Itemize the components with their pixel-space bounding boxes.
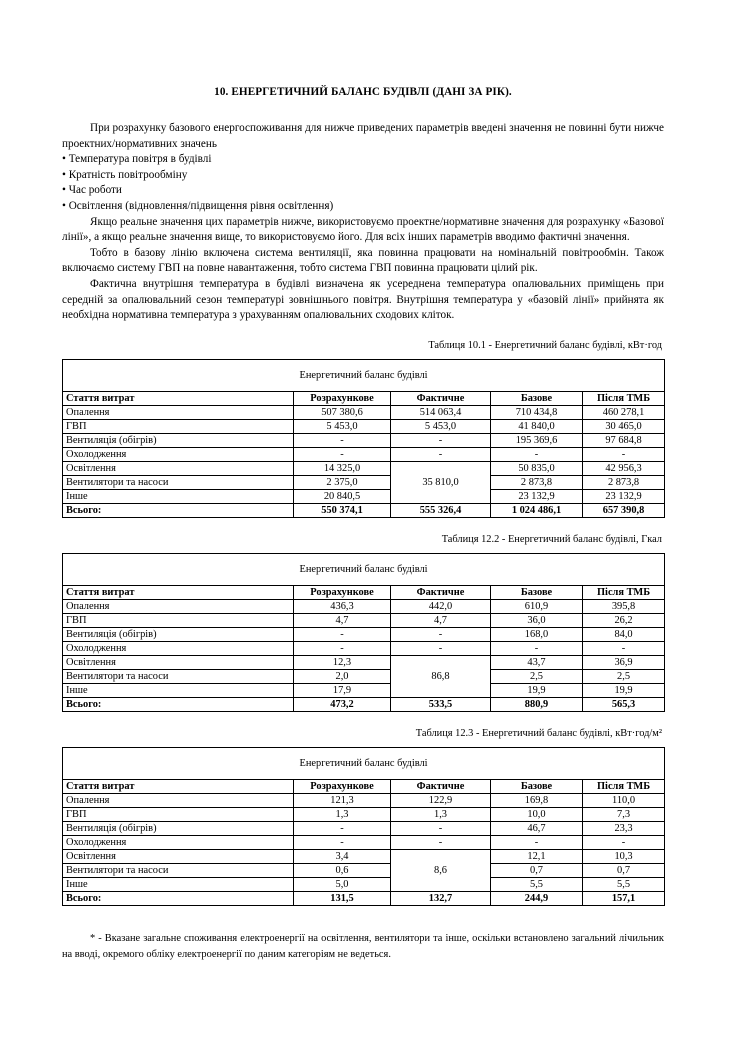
spacer bbox=[62, 324, 664, 340]
row-label: ГВП bbox=[63, 419, 294, 433]
cell-baseline: 195 369,6 bbox=[491, 433, 583, 447]
cell-actual-merged: 8,6 bbox=[391, 849, 491, 891]
table-row bbox=[63, 419, 665, 433]
column-header-item: Стаття витрат bbox=[63, 779, 294, 793]
row-label: ГВП bbox=[63, 613, 294, 627]
total-baseline: 1 024 486,1 bbox=[491, 503, 583, 517]
column-header-actual: Фактичне bbox=[391, 585, 491, 599]
column-header-baseline: Базове bbox=[491, 585, 583, 599]
column-header-after-tmb: Після ТМБ bbox=[583, 779, 665, 793]
column-header-calculated: Розрахункове bbox=[294, 391, 391, 405]
cell-after-tmb: 0,7 bbox=[583, 863, 665, 877]
table-row bbox=[63, 835, 665, 849]
cell-after-tmb: 460 278,1 bbox=[583, 405, 665, 419]
bullet-item-operating-time: • Час роботи bbox=[62, 184, 122, 197]
row-label: Інше bbox=[63, 489, 294, 503]
cell-after-tmb: 26,2 bbox=[583, 613, 665, 627]
spacer bbox=[62, 712, 664, 728]
cell-baseline: 0,7 bbox=[491, 863, 583, 877]
cell-after-tmb: 84,0 bbox=[583, 627, 665, 641]
column-header-calculated: Розрахункове bbox=[294, 585, 391, 599]
cell-actual: 514 063,4 bbox=[391, 405, 491, 419]
cell-calculated: - bbox=[294, 627, 391, 641]
column-header-calculated: Розрахункове bbox=[294, 779, 391, 793]
cell-after-tmb: 2 873,8 bbox=[583, 475, 665, 489]
total-calculated: 550 374,1 bbox=[294, 503, 391, 517]
cell-actual: 1,3 bbox=[391, 807, 491, 821]
table-row bbox=[63, 669, 665, 683]
cell-calculated: - bbox=[294, 835, 391, 849]
row-label: ГВП bbox=[63, 807, 294, 821]
column-header-item: Стаття витрат bbox=[63, 585, 294, 599]
cell-calculated: 3,4 bbox=[294, 849, 391, 863]
energy-balance-table-kwh bbox=[62, 359, 665, 518]
cell-after-tmb: 5,5 bbox=[583, 877, 665, 891]
cell-after-tmb: - bbox=[583, 641, 665, 655]
table-total-row bbox=[63, 891, 665, 905]
cell-actual: - bbox=[391, 447, 491, 461]
cell-baseline: 19,9 bbox=[491, 683, 583, 697]
table-banner-row bbox=[63, 359, 665, 391]
row-label: Освітлення bbox=[63, 461, 294, 475]
column-header-after-tmb: Після ТМБ bbox=[583, 585, 665, 599]
cell-after-tmb: 7,3 bbox=[583, 807, 665, 821]
table-row bbox=[63, 849, 665, 863]
row-label: Вентилятори та насоси bbox=[63, 669, 294, 683]
cell-calculated: 2 375,0 bbox=[294, 475, 391, 489]
total-actual: 533,5 bbox=[391, 697, 491, 711]
table-total-row bbox=[63, 503, 665, 517]
table-row bbox=[63, 683, 665, 697]
footnote-text: * - Вказане загальне споживання електроенергії на освітлення, вентилятори та інше, оскільки встановлено загальний лічильник на вводі, окремого обліку електроенергії по даним категоріям не ведеться. bbox=[62, 932, 664, 960]
cell-baseline: 710 434,8 bbox=[491, 405, 583, 419]
table-row bbox=[63, 821, 665, 835]
bullet-item-lighting: • Освітлення (відновлення/підвищення рівня освітлення) bbox=[62, 199, 334, 212]
table-row bbox=[63, 489, 665, 503]
cell-actual: - bbox=[391, 433, 491, 447]
spacer bbox=[62, 545, 664, 553]
total-calculated: 473,2 bbox=[294, 697, 391, 711]
table-banner: Енергетичний баланс будівлі bbox=[63, 747, 665, 779]
cell-baseline: 169,8 bbox=[491, 793, 583, 807]
cell-after-tmb: 10,3 bbox=[583, 849, 665, 863]
cell-after-tmb: 19,9 bbox=[583, 683, 665, 697]
table-caption-12-2: Таблиця 12.2 - Енергетичний баланс будівлі, Гкал bbox=[441, 533, 662, 545]
cell-after-tmb: 97 684,8 bbox=[583, 433, 665, 447]
table-row bbox=[63, 613, 665, 627]
table-row bbox=[63, 475, 665, 489]
cell-actual: - bbox=[391, 835, 491, 849]
table-total-row bbox=[63, 697, 665, 711]
row-label: Інше bbox=[63, 877, 294, 891]
cell-calculated: - bbox=[294, 821, 391, 835]
cell-baseline: 36,0 bbox=[491, 613, 583, 627]
bullet-item-air-exchange-rate: • Кратність повітрообміну bbox=[62, 168, 188, 181]
cell-calculated: - bbox=[294, 641, 391, 655]
column-header-actual: Фактичне bbox=[391, 391, 491, 405]
table-row bbox=[63, 433, 665, 447]
table-row bbox=[63, 447, 665, 461]
table-banner: Енергетичний баланс будівлі bbox=[63, 359, 665, 391]
cell-calculated: 436,3 bbox=[294, 599, 391, 613]
cell-calculated: 0,6 bbox=[294, 863, 391, 877]
total-after-tmb: 657 390,8 bbox=[583, 503, 665, 517]
table-caption-12-3: Таблиця 12.3 - Енергетичний баланс будівлі, кВт·год/м² bbox=[415, 727, 662, 739]
page-title: 10. ЕНЕРГЕТИЧНИЙ БАЛАНС БУДІВЛІ (ДАНІ ЗА РІК). bbox=[214, 86, 512, 98]
table-row bbox=[63, 863, 665, 877]
table-caption-10-1: Таблиця 10.1 - Енергетичний баланс будівлі, кВт·год bbox=[428, 339, 662, 351]
row-label: Вентилятори та насоси bbox=[63, 475, 294, 489]
cell-baseline: 12,1 bbox=[491, 849, 583, 863]
spacer bbox=[62, 739, 664, 747]
total-calculated: 131,5 bbox=[294, 891, 391, 905]
cell-baseline: 610,9 bbox=[491, 599, 583, 613]
cell-calculated: - bbox=[294, 433, 391, 447]
row-label: Опалення bbox=[63, 793, 294, 807]
total-baseline: 880,9 bbox=[491, 697, 583, 711]
table-row bbox=[63, 461, 665, 475]
total-label: Всього: bbox=[63, 891, 294, 905]
row-label: Вентиляція (обігрів) bbox=[63, 433, 294, 447]
cell-calculated: 507 380,6 bbox=[294, 405, 391, 419]
cell-calculated: 14 325,0 bbox=[294, 461, 391, 475]
cell-baseline: 5,5 bbox=[491, 877, 583, 891]
table-row bbox=[63, 807, 665, 821]
row-label: Вентиляція (обігрів) bbox=[63, 821, 294, 835]
row-label: Вентилятори та насоси bbox=[63, 863, 294, 877]
cell-baseline: 2,5 bbox=[491, 669, 583, 683]
table-row bbox=[63, 793, 665, 807]
cell-baseline: 50 835,0 bbox=[491, 461, 583, 475]
cell-actual: - bbox=[391, 641, 491, 655]
cell-actual: - bbox=[391, 627, 491, 641]
cell-actual: - bbox=[391, 821, 491, 835]
cell-calculated: - bbox=[294, 447, 391, 461]
footnote-block bbox=[62, 931, 664, 963]
column-header-after-tmb: Після ТМБ bbox=[583, 391, 665, 405]
table-header-row bbox=[63, 391, 665, 405]
row-label: Освітлення bbox=[63, 655, 294, 669]
table-banner-row bbox=[63, 747, 665, 779]
column-header-item: Стаття витрат bbox=[63, 391, 294, 405]
cell-baseline: 46,7 bbox=[491, 821, 583, 835]
total-baseline: 244,9 bbox=[491, 891, 583, 905]
cell-after-tmb: - bbox=[583, 447, 665, 461]
paragraph-baseline-rules: Якщо реальне значення цих параметрів нижче, використовуємо проектне/нормативне значення для розрахунку «Базової лінії», а якщо реальне значення вище, то використовуємо його. Для всіх інших параметрів вводимо фактичні значення. bbox=[62, 215, 664, 244]
cell-after-tmb: 2,5 bbox=[583, 669, 665, 683]
cell-baseline: - bbox=[491, 447, 583, 461]
total-actual: 132,7 bbox=[391, 891, 491, 905]
total-after-tmb: 157,1 bbox=[583, 891, 665, 905]
paragraph-indoor-temperature: Фактична внутрішня температура в будівлі визначена як усереднена температура опалювальних приміщень при середній за опалювальний сезон температурі зовнішнього повітря. Внутрішня температура у «базовій лінії» прийнята як необхідна нормативна температура з урахуванням опалювальних сходових кліток. bbox=[62, 277, 664, 322]
table-row bbox=[63, 655, 665, 669]
cell-calculated: 5,0 bbox=[294, 877, 391, 891]
cell-calculated: 2,0 bbox=[294, 669, 391, 683]
table-banner: Енергетичний баланс будівлі bbox=[63, 553, 665, 585]
column-header-baseline: Базове bbox=[491, 779, 583, 793]
cell-calculated: 17,9 bbox=[294, 683, 391, 697]
table-row bbox=[63, 627, 665, 641]
row-label: Освітлення bbox=[63, 849, 294, 863]
intro-paragraph: При розрахунку базового енергоспоживання для нижче приведених параметрів введені значення не повинні бути нижче проектних/нормативних значень bbox=[62, 122, 664, 150]
total-after-tmb: 565,3 bbox=[583, 697, 665, 711]
cell-actual-merged: 86,8 bbox=[391, 655, 491, 697]
table-header-row bbox=[63, 585, 665, 599]
row-label: Інше bbox=[63, 683, 294, 697]
row-label: Вентиляція (обігрів) bbox=[63, 627, 294, 641]
cell-baseline: - bbox=[491, 835, 583, 849]
cell-baseline: 43,7 bbox=[491, 655, 583, 669]
cell-calculated: 20 840,5 bbox=[294, 489, 391, 503]
cell-baseline: 2 873,8 bbox=[491, 475, 583, 489]
cell-after-tmb: 23,3 bbox=[583, 821, 665, 835]
column-header-actual: Фактичне bbox=[391, 779, 491, 793]
cell-after-tmb: - bbox=[583, 835, 665, 849]
column-header-baseline: Базове bbox=[491, 391, 583, 405]
bullet-item-air-temperature: • Температура повітря в будівлі bbox=[62, 153, 212, 166]
energy-balance-table-kwh-per-m2 bbox=[62, 747, 665, 906]
cell-after-tmb: 23 132,9 bbox=[583, 489, 665, 503]
document-content bbox=[62, 0, 664, 963]
cell-baseline: - bbox=[491, 641, 583, 655]
cell-baseline: 23 132,9 bbox=[491, 489, 583, 503]
cell-after-tmb: 110,0 bbox=[583, 793, 665, 807]
row-label: Охолодження bbox=[63, 835, 294, 849]
cell-baseline: 10,0 bbox=[491, 807, 583, 821]
table-header-row bbox=[63, 779, 665, 793]
table-row bbox=[63, 599, 665, 613]
cell-calculated: 12,3 bbox=[294, 655, 391, 669]
energy-balance-table-gcal bbox=[62, 553, 665, 712]
cell-after-tmb: 30 465,0 bbox=[583, 419, 665, 433]
total-label: Всього: bbox=[63, 503, 294, 517]
cell-calculated: 5 453,0 bbox=[294, 419, 391, 433]
cell-after-tmb: 36,9 bbox=[583, 655, 665, 669]
spacer bbox=[62, 518, 664, 534]
cell-after-tmb: 395,8 bbox=[583, 599, 665, 613]
cell-actual: 4,7 bbox=[391, 613, 491, 627]
row-label: Опалення bbox=[63, 599, 294, 613]
cell-actual: 442,0 bbox=[391, 599, 491, 613]
cell-baseline: 168,0 bbox=[491, 627, 583, 641]
total-label: Всього: bbox=[63, 697, 294, 711]
table-row bbox=[63, 877, 665, 891]
cell-calculated: 121,3 bbox=[294, 793, 391, 807]
cell-calculated: 4,7 bbox=[294, 613, 391, 627]
paragraph-ventilation-dhw: Тобто в базову лінію включена система вентиляції, яка повинна працювати на номінальній повітрообмін. Також включаємо систему ГВП на повне навантаження, тобто система ГВП повинна працювати цілий рік. bbox=[62, 246, 664, 275]
cell-actual: 5 453,0 bbox=[391, 419, 491, 433]
cell-after-tmb: 42 956,3 bbox=[583, 461, 665, 475]
spacer bbox=[62, 351, 664, 359]
row-label: Охолодження bbox=[63, 641, 294, 655]
cell-actual: 122,9 bbox=[391, 793, 491, 807]
row-label: Опалення bbox=[63, 405, 294, 419]
table-row bbox=[63, 405, 665, 419]
total-actual: 555 326,4 bbox=[391, 503, 491, 517]
row-label: Охолодження bbox=[63, 447, 294, 461]
cell-baseline: 41 840,0 bbox=[491, 419, 583, 433]
cell-actual-merged: 35 810,0 bbox=[391, 461, 491, 503]
cell-calculated: 1,3 bbox=[294, 807, 391, 821]
table-banner-row bbox=[63, 553, 665, 585]
table-row bbox=[63, 641, 665, 655]
